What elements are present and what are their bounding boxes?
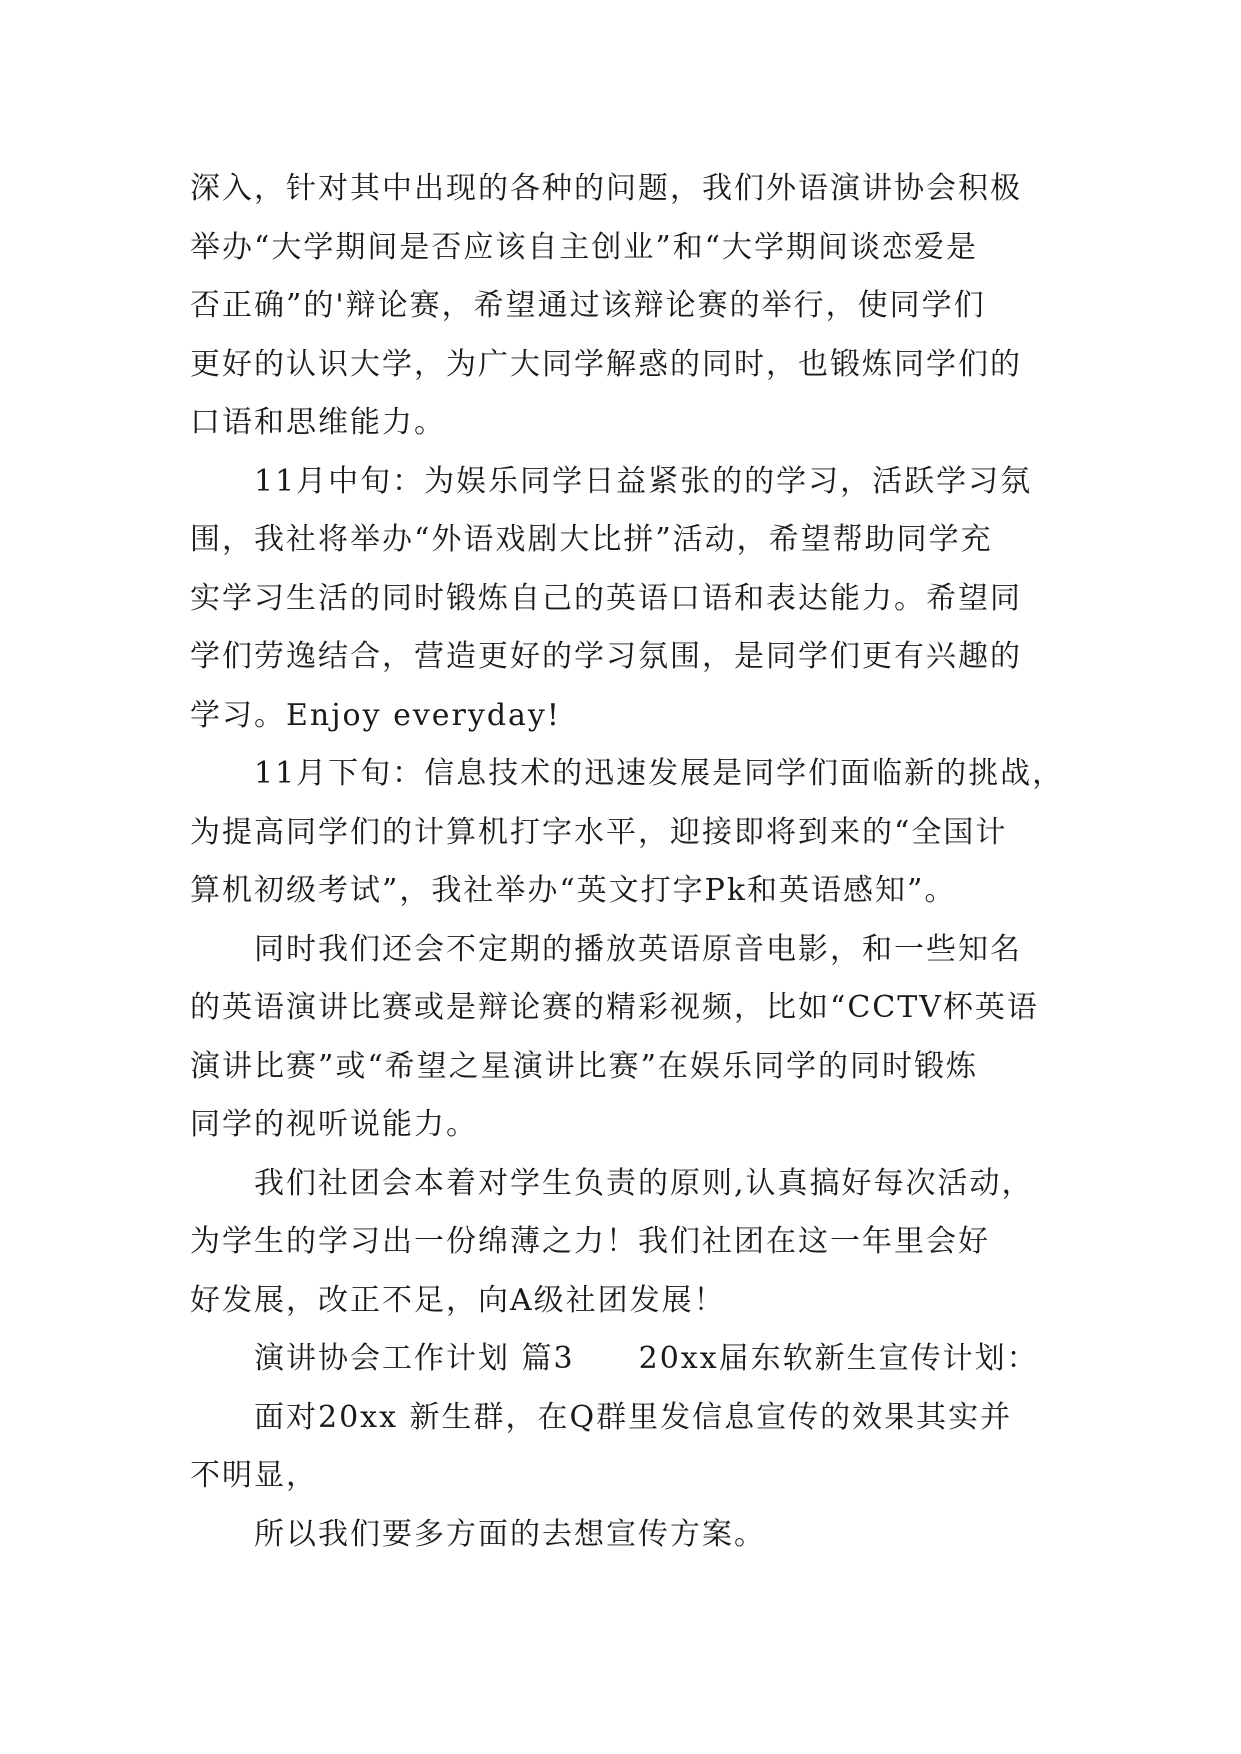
paragraph-2 xyxy=(190,453,1055,746)
text-line: 所以我们要多方面的去想宣传方案。 xyxy=(254,1516,766,1552)
text-line: 否正确”的'辩论赛，希望通过该辩论赛的举行，使同学们 xyxy=(190,288,986,323)
text-line: 同学的视听说能力。 xyxy=(190,1107,478,1142)
text-line: 为学生的学习出一份绵薄之力！我们社团在这一年里会好 xyxy=(190,1224,990,1259)
text-line: 举办“大学期间是否应该自主创业”和“大学期间谈恋爱是 xyxy=(190,229,979,265)
section-subtitle: 20xx届东软新生宣传计划： xyxy=(638,1341,1039,1376)
text-line: 学们劳逸结合，营造更好的学习氛围，是同学们更有兴趣的 xyxy=(190,639,1022,674)
text-line: 11月下旬：信息技术的迅速发展是同学们面临新的挑战， xyxy=(254,756,1065,791)
section-title: 演讲协会工作计划 篇3 xyxy=(254,1341,575,1376)
section-heading-line xyxy=(190,1330,1055,1389)
text-line: 深入，针对其中出现的各种的问题，我们外语演讲协会积极 xyxy=(190,171,1022,206)
text-line: 实学习生活的同时锻炼自己的英语口语和表达能力。希望同 xyxy=(190,580,1022,616)
text-line: 的英语演讲比赛或是辩论赛的精彩视频，比如“CCTV杯英语 xyxy=(190,990,1039,1025)
text-line: 算机初级考试”，我社举办“英文打字Pk和英语感知”。 xyxy=(190,873,957,908)
paragraph-4 xyxy=(190,921,1055,1155)
paragraph-1 xyxy=(190,160,1055,453)
paragraph-3 xyxy=(190,745,1065,921)
text-line: 好发展，改正不足，向A级社团发展！ xyxy=(190,1282,726,1318)
text-line: 同时我们还会不定期的播放英语原音电影，和一些知名 xyxy=(254,931,1022,967)
text-line: 围，我社将举办“外语戏剧大比拼”活动，希望帮助同学充 xyxy=(190,522,993,557)
text-line: 口语和思维能力。 xyxy=(190,405,446,440)
text-line: 学习。Enjoy everyday! xyxy=(190,697,561,733)
text-line: 更好的认识大学，为广大同学解惑的同时，也锻炼同学们的 xyxy=(190,346,1022,382)
paragraph-5 xyxy=(190,1155,1055,1331)
text-line: 面对20xx 新生群，在Q群里发信息宣传的效果其实并 xyxy=(254,1399,1013,1435)
text-line: 演讲比赛”或“希望之星演讲比赛”在娱乐同学的同时锻炼 xyxy=(190,1048,979,1084)
paragraph-6 xyxy=(190,1389,1055,1506)
paragraph-7 xyxy=(190,1506,1055,1565)
text-line: 为提高同学们的计算机打字水平，迎接即将到来的“全国计 xyxy=(190,814,1008,850)
text-line: 11月中旬：为娱乐同学日益紧张的的学习，活跃学习氛 xyxy=(254,463,1033,499)
text-line: 不明显， xyxy=(190,1458,318,1493)
text-line: 我们社团会本着对学生负责的原则,认真搞好每次活动， xyxy=(254,1165,1034,1201)
document-body xyxy=(190,160,1065,1564)
